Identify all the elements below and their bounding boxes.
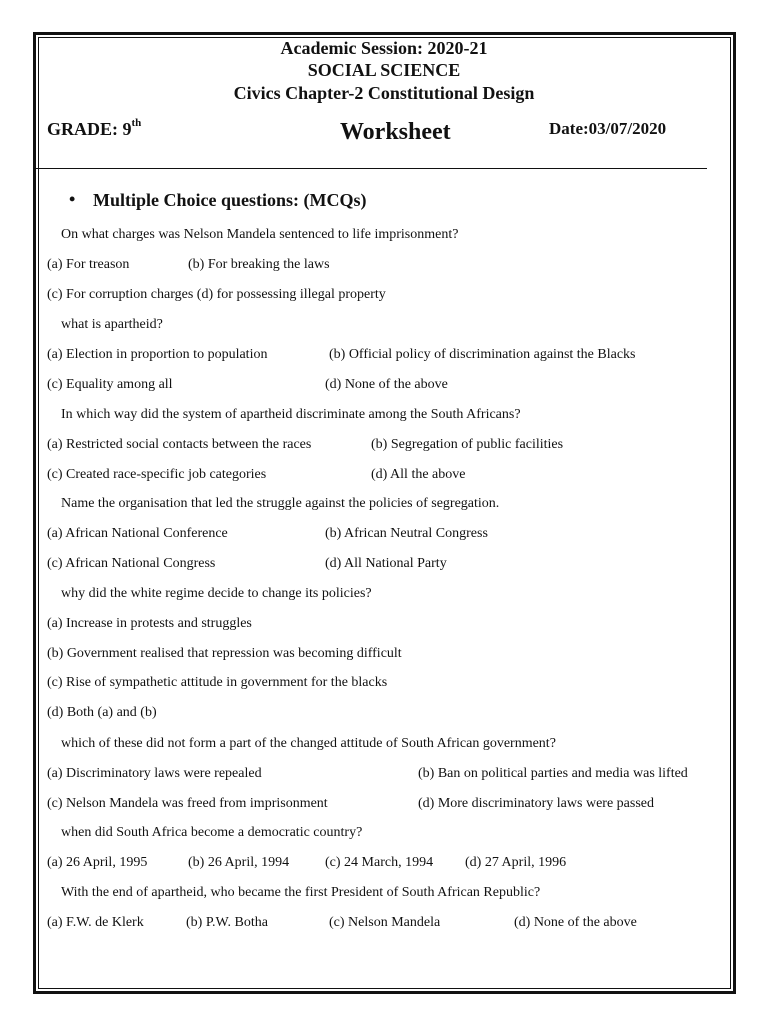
academic-session: Academic Session: 2020-21 [280, 38, 488, 58]
question-2-option: (c) Equality among all [47, 377, 173, 392]
question-8-option: (a) F.W. de Klerk [47, 915, 144, 930]
section-title: Multiple Choice questions: (MCQs) [93, 190, 367, 210]
question-4-option: (c) African National Congress [47, 556, 216, 571]
question-2-option: (b) Official policy of discrimination against the Blacks [329, 347, 636, 362]
question-4-option: (b) African Neutral Congress [325, 526, 488, 541]
question-1-option: (a) For treason [47, 257, 130, 272]
question-8-option: (d) None of the above [514, 915, 637, 930]
question-8-option: (b) P.W. Botha [186, 915, 268, 930]
question-7-option: (b) 26 April, 1994 [188, 855, 290, 870]
grade-label: GRADE: 9 [47, 119, 132, 139]
question-5-option: (d) Both (a) and (b) [47, 705, 157, 720]
question-3: In which way did the system of apartheid discriminate among the South Africans? [61, 407, 521, 422]
question-1-option: (b) For breaking the laws [188, 257, 330, 272]
question-5-option: (c) Rise of sympathetic attitude in government for the blacks [47, 675, 388, 690]
question-8-option: (c) Nelson Mandela [329, 915, 441, 930]
bullet-icon: • [69, 189, 76, 209]
question-4-option: (d) All National Party [325, 556, 447, 571]
question-4-option: (a) African National Conference [47, 526, 228, 541]
question-3-option: (a) Restricted social contacts between the races [47, 437, 312, 452]
worksheet-title: Worksheet [340, 119, 451, 145]
question-6-option: (b) Ban on political parties and media was lifted [418, 766, 688, 781]
question-2: what is apartheid? [61, 317, 163, 332]
question-3-option: (d) All the above [371, 467, 466, 482]
question-2-option: (a) Election in proportion to population [47, 347, 268, 362]
chapter-title: Civics Chapter-2 Constitutional Design [233, 83, 535, 103]
question-6-option: (d) More discriminatory laws were passed [418, 796, 654, 811]
question-7-option: (a) 26 April, 1995 [47, 855, 148, 870]
question-6-option: (c) Nelson Mandela was freed from imprisonment [47, 796, 328, 811]
question-2-option: (d) None of the above [325, 377, 448, 392]
question-5-option: (a) Increase in protests and struggles [47, 616, 252, 631]
question-8: With the end of apartheid, who became the first President of South African Republic? [61, 885, 541, 900]
question-6: which of these did not form a part of the changed attitude of South African government? [61, 736, 556, 751]
question-1: On what charges was Nelson Mandela sentenced to life imprisonment? [61, 227, 459, 242]
question-6-option: (a) Discriminatory laws were repealed [47, 766, 262, 781]
page-border-inner [38, 37, 731, 989]
grade [47, 119, 141, 140]
question-7-option: (c) 24 March, 1994 [325, 855, 434, 870]
question-5: why did the white regime decide to change its policies? [61, 586, 372, 601]
grade-superscript: th [131, 117, 142, 129]
question-4: Name the organisation that led the struggle against the policies of segregation. [61, 496, 500, 511]
question-3-option: (b) Segregation of public facilities [371, 437, 564, 452]
question-3-option: (c) Created race-specific job categories [47, 467, 267, 482]
question-7: when did South Africa become a democratic country? [61, 825, 363, 840]
question-1-option: (c) For corruption charges (d) for possessing illegal property [47, 287, 386, 302]
worksheet-date: Date:03/07/2020 [549, 119, 667, 138]
question-5-option: (b) Government realised that repression was becoming difficult [47, 646, 402, 661]
subject-title: SOCIAL SCIENCE [307, 60, 461, 80]
header-divider [35, 168, 707, 169]
question-7-option: (d) 27 April, 1996 [465, 855, 567, 870]
